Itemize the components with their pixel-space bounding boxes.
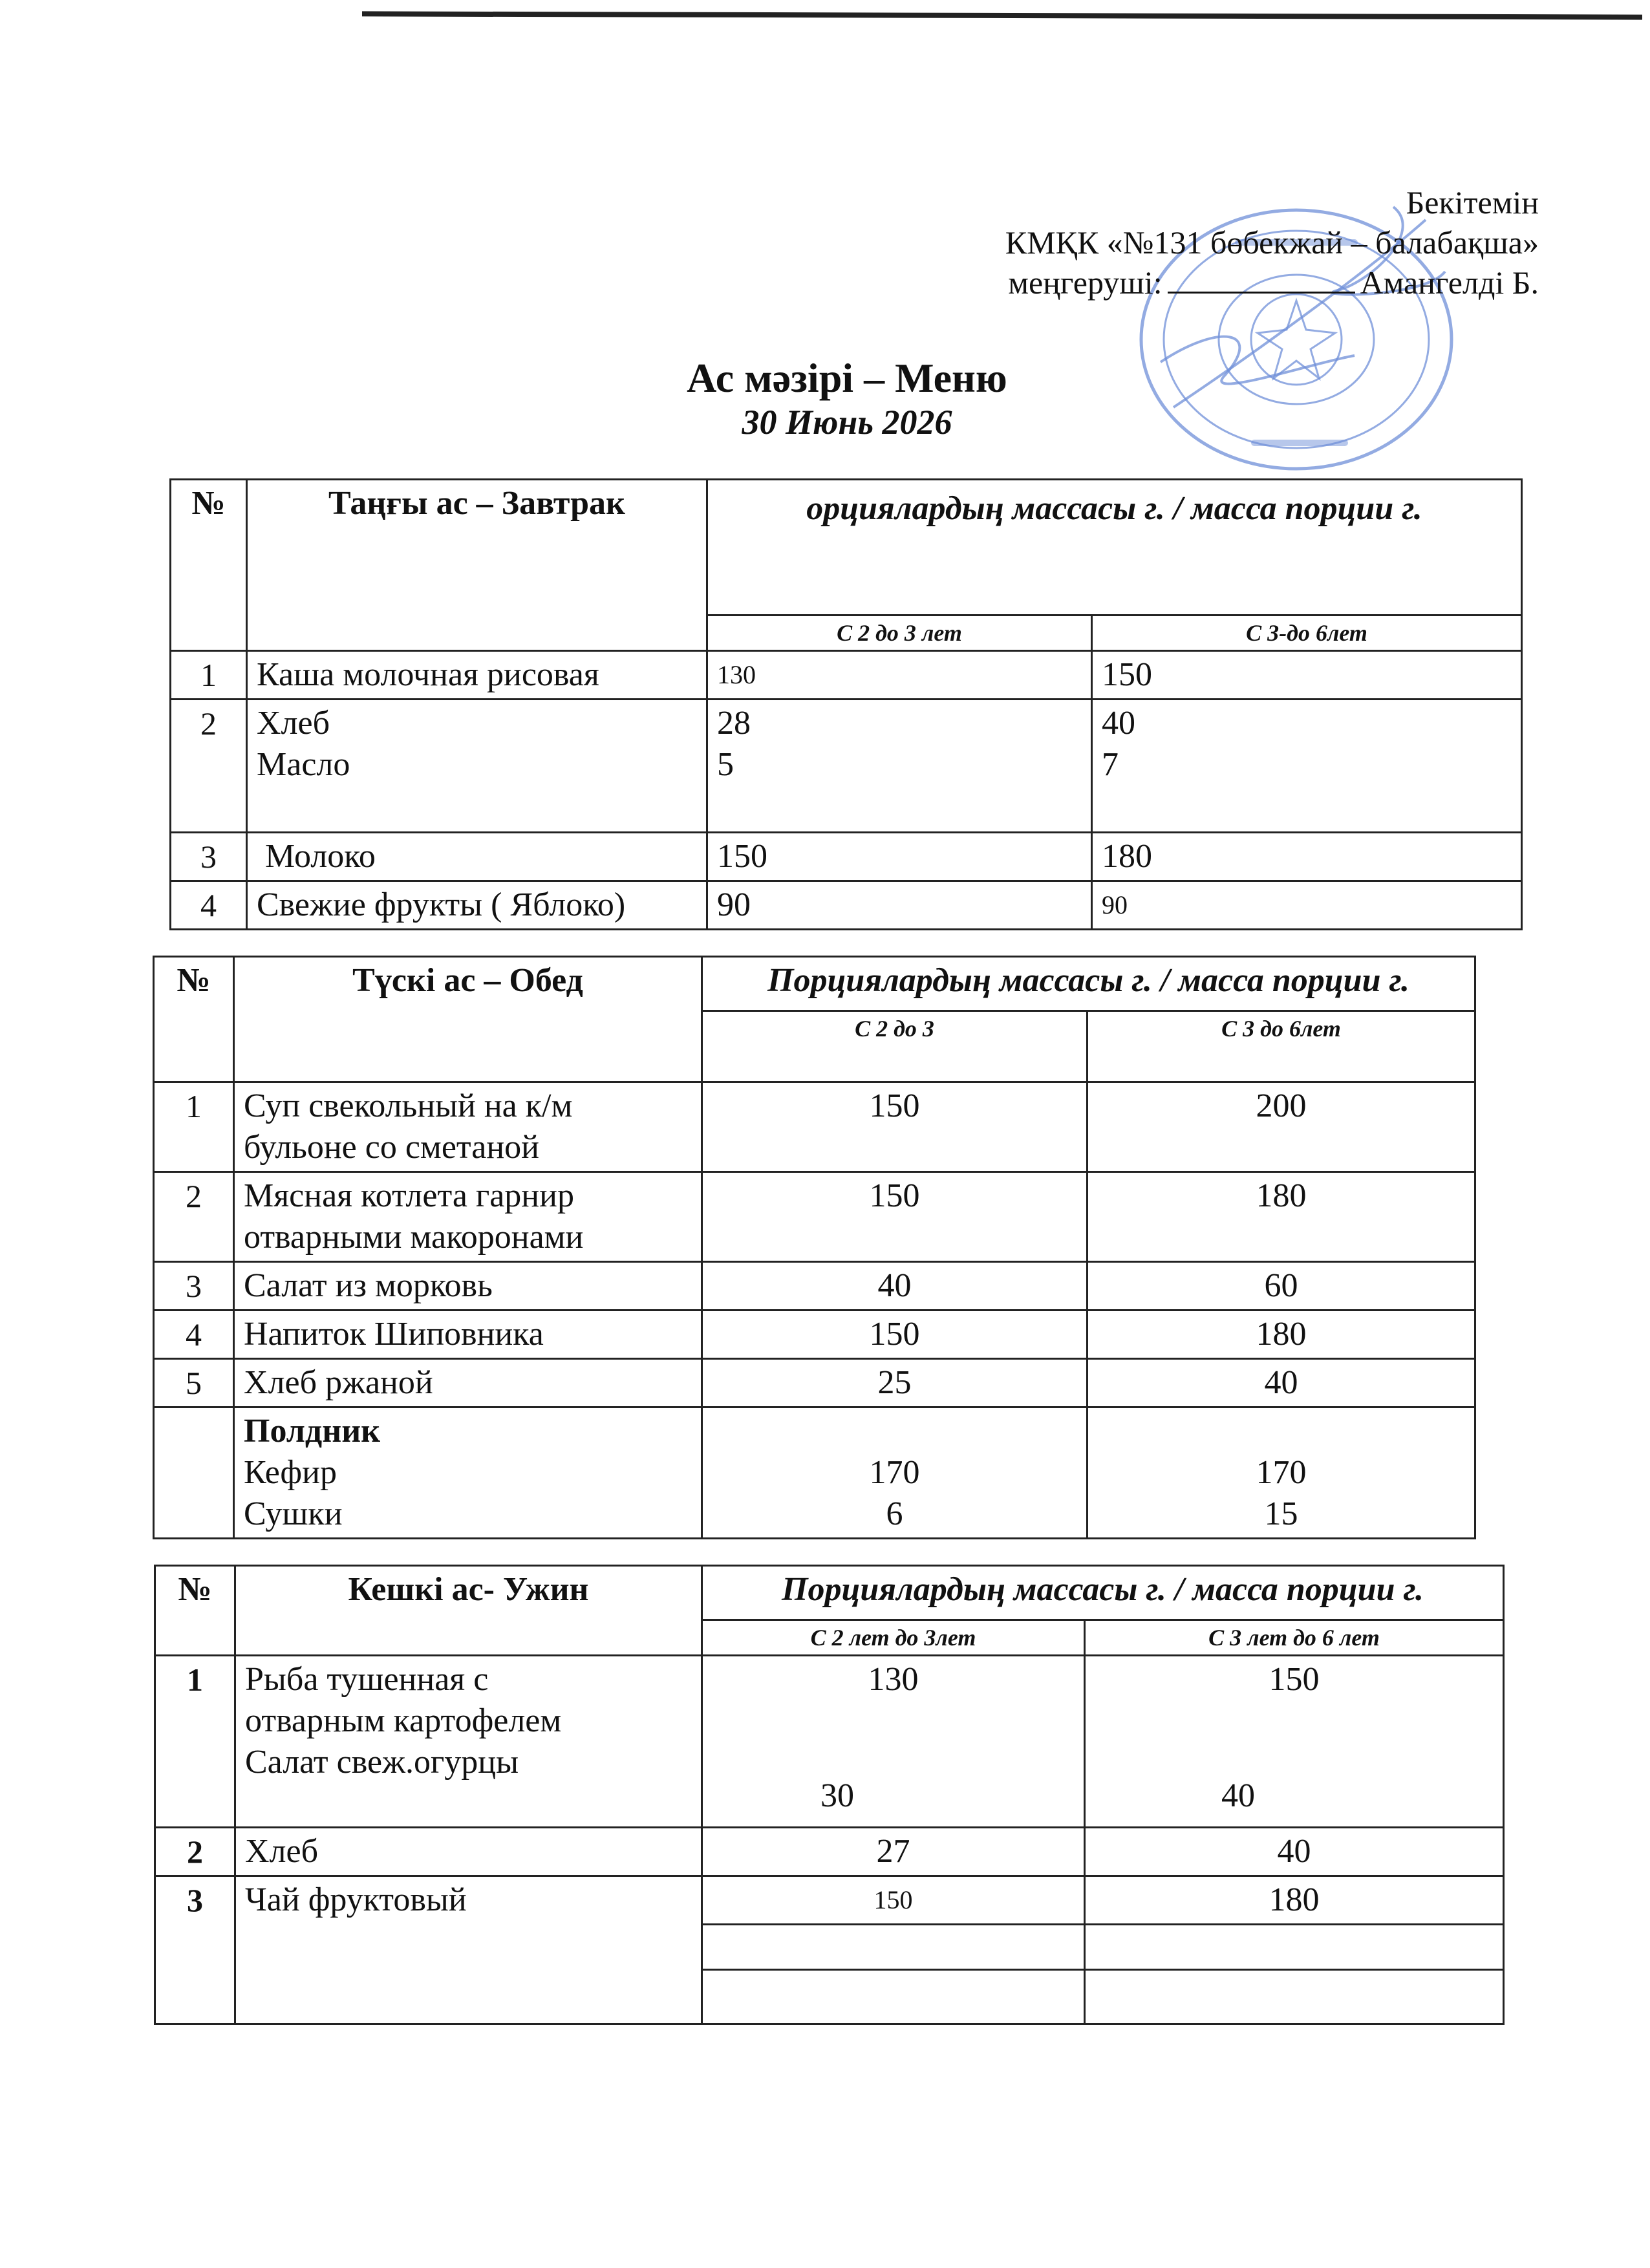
table-row bbox=[154, 1262, 1475, 1311]
portion-line: 15 bbox=[1264, 1495, 1298, 1532]
lunch-age2-header: С 3 до 6лет bbox=[1088, 1011, 1475, 1082]
portion-age1: 130 bbox=[707, 651, 1092, 700]
row-number: 1 bbox=[171, 651, 247, 700]
approval-line-institution: КМҚК «№131 бөбекжай – балабақша» bbox=[1005, 224, 1539, 261]
row-number: 1 bbox=[154, 1082, 234, 1172]
portion-age2: 150 bbox=[1092, 651, 1522, 700]
portion-line: 5 bbox=[717, 746, 734, 783]
manager-name: Амангелді Б. bbox=[1360, 264, 1539, 301]
portion-age1: 40 bbox=[702, 1262, 1088, 1311]
dish-line: Мясная котлета гарнир bbox=[244, 1177, 574, 1214]
manager-label: меңгеруші: bbox=[1008, 264, 1162, 301]
portion-line: 28 bbox=[717, 705, 751, 742]
dish-name: Свежие фрукты ( Яблоко) bbox=[247, 881, 707, 930]
portion-age2: 180 bbox=[1092, 833, 1522, 881]
table-row bbox=[171, 881, 1522, 930]
portion-age2 bbox=[1092, 700, 1522, 833]
menu-date: 30 Июнь 2026 bbox=[742, 403, 952, 442]
portion-line: 7 bbox=[1102, 746, 1119, 783]
portion-age2: 200 bbox=[1088, 1082, 1475, 1172]
lunch-table bbox=[153, 956, 1476, 1539]
empty-cell bbox=[1085, 1925, 1504, 1970]
portion-line: 130 bbox=[868, 1661, 919, 1698]
row-number: 1 bbox=[155, 1656, 235, 1828]
portion-age2: 180 bbox=[1088, 1311, 1475, 1359]
table-row bbox=[171, 651, 1522, 700]
dish-name: Чай фруктовый bbox=[235, 1876, 702, 2024]
breakfast-header-row bbox=[171, 480, 1522, 615]
portion-line: 30 bbox=[820, 1777, 854, 1814]
table-row bbox=[171, 700, 1522, 833]
row-number: 2 bbox=[154, 1172, 234, 1262]
portion-age1: 150 bbox=[702, 1876, 1085, 1925]
portion-line: 170 bbox=[869, 1454, 920, 1491]
portion-age1 bbox=[702, 1407, 1088, 1539]
portion-line: 40 bbox=[1221, 1777, 1255, 1814]
dish-line: Хлеб bbox=[257, 705, 330, 742]
row-number: 3 bbox=[154, 1262, 234, 1311]
portion-line: 40 bbox=[1102, 705, 1135, 742]
snack-item: Кефир bbox=[244, 1454, 337, 1491]
portion-line: 170 bbox=[1256, 1454, 1307, 1491]
table-row bbox=[154, 1082, 1475, 1172]
dish-line: отварными макоронами bbox=[244, 1219, 584, 1256]
row-number: 2 bbox=[171, 700, 247, 833]
snack-item: Сушки bbox=[244, 1495, 343, 1532]
dish-line: Масло bbox=[257, 746, 350, 783]
portion-age1: 150 bbox=[702, 1172, 1088, 1262]
dish-name: Хлеб ржаной bbox=[234, 1359, 702, 1407]
table-row bbox=[155, 1828, 1504, 1876]
portion-age1: 150 bbox=[702, 1082, 1088, 1172]
portion-age1: 25 bbox=[702, 1359, 1088, 1407]
breakfast-table bbox=[169, 478, 1523, 930]
approval-line-approve: Бекітемін bbox=[1406, 184, 1539, 220]
snack-names bbox=[234, 1407, 702, 1539]
dinner-header-row bbox=[155, 1566, 1504, 1620]
row-number: 3 bbox=[171, 833, 247, 881]
portion-age2: 90 bbox=[1092, 881, 1522, 930]
portion-age2: 40 bbox=[1085, 1828, 1504, 1876]
dinner-meal-header: Кешкі ас- Ужин bbox=[235, 1566, 702, 1656]
portion-age2 bbox=[1088, 1407, 1475, 1539]
approval-block bbox=[1005, 182, 1539, 303]
lunch-num-header: № bbox=[154, 957, 234, 1082]
table-row bbox=[155, 1876, 1504, 1925]
portion-age1 bbox=[707, 700, 1092, 833]
dinner-age2-header: С 3 лет до 6 лет bbox=[1085, 1620, 1504, 1656]
dish-line: Салат свеж.огурцы bbox=[245, 1744, 519, 1781]
portion-line: 150 bbox=[1269, 1661, 1320, 1698]
portion-age2: 180 bbox=[1088, 1172, 1475, 1262]
empty-cell bbox=[702, 1970, 1085, 2024]
breakfast-age2-header: С 3-до 6лет bbox=[1092, 615, 1522, 651]
page-title: Ас мәзірі – Меню bbox=[687, 355, 1007, 401]
portion-age1: 27 bbox=[702, 1828, 1085, 1876]
dish-name bbox=[235, 1656, 702, 1828]
scan-edge-line bbox=[362, 11, 1642, 19]
table-row bbox=[154, 1311, 1475, 1359]
dish-name: Хлеб bbox=[235, 1828, 702, 1876]
approval-line-manager bbox=[1005, 262, 1539, 303]
snack-row bbox=[154, 1407, 1475, 1539]
table-row bbox=[171, 833, 1522, 881]
empty-cell bbox=[1085, 1970, 1504, 2024]
dinner-age1-header: С 2 лет до 3лет bbox=[702, 1620, 1085, 1656]
portion-age2: 60 bbox=[1088, 1262, 1475, 1311]
breakfast-age1-header: С 2 до 3 лет bbox=[707, 615, 1092, 651]
dish-name bbox=[247, 700, 707, 833]
dish-name: Каша молочная рисовая bbox=[247, 651, 707, 700]
lunch-mass-header: Порциялардың массасы г. / масса порции г. bbox=[702, 957, 1475, 1011]
dinner-table bbox=[154, 1565, 1505, 2025]
dish-line: бульоне со сметаной bbox=[244, 1129, 540, 1166]
portion-age2 bbox=[1085, 1656, 1504, 1828]
dish-line: отварным картофелем bbox=[245, 1702, 562, 1739]
dish-name: Напиток Шиповника bbox=[234, 1311, 702, 1359]
dish-line: Суп свекольный на к/м bbox=[244, 1087, 573, 1124]
row-number-empty bbox=[154, 1407, 234, 1539]
breakfast-mass-header: орциялардың массасы г. / масса порции г. bbox=[707, 480, 1522, 615]
empty-cell bbox=[702, 1925, 1085, 1970]
breakfast-num-header: № bbox=[171, 480, 247, 651]
snack-title: Полдник bbox=[244, 1413, 381, 1450]
breakfast-meal-header: Таңғы ас – Завтрак bbox=[247, 480, 707, 651]
dinner-num-header: № bbox=[155, 1566, 235, 1656]
row-number: 3 bbox=[155, 1876, 235, 2024]
row-number: 5 bbox=[154, 1359, 234, 1407]
dish-name bbox=[234, 1172, 702, 1262]
portion-age2: 180 bbox=[1085, 1876, 1504, 1925]
dinner-mass-header: Порциялардың массасы г. / масса порции г. bbox=[702, 1566, 1504, 1620]
portion-line: 6 bbox=[886, 1495, 903, 1532]
portion-age1: 150 bbox=[707, 833, 1092, 881]
table-row bbox=[155, 1656, 1504, 1828]
dish-name: Молоко bbox=[247, 833, 707, 881]
lunch-age1-header: С 2 до 3 bbox=[702, 1011, 1088, 1082]
lunch-header-row bbox=[154, 957, 1475, 1011]
dish-name: Салат из морковь bbox=[234, 1262, 702, 1311]
portion-age1: 90 bbox=[707, 881, 1092, 930]
portion-age1: 150 bbox=[702, 1311, 1088, 1359]
dish-name bbox=[234, 1082, 702, 1172]
portion-age2: 40 bbox=[1088, 1359, 1475, 1407]
table-row bbox=[154, 1172, 1475, 1262]
row-number: 4 bbox=[154, 1311, 234, 1359]
row-number: 2 bbox=[155, 1828, 235, 1876]
lunch-meal-header: Түскі ас – Обед bbox=[234, 957, 702, 1082]
row-number: 4 bbox=[171, 881, 247, 930]
portion-age1 bbox=[702, 1656, 1085, 1828]
table-row bbox=[154, 1359, 1475, 1407]
signature-line bbox=[1168, 266, 1355, 294]
dish-line: Рыба тушенная с bbox=[245, 1661, 489, 1698]
